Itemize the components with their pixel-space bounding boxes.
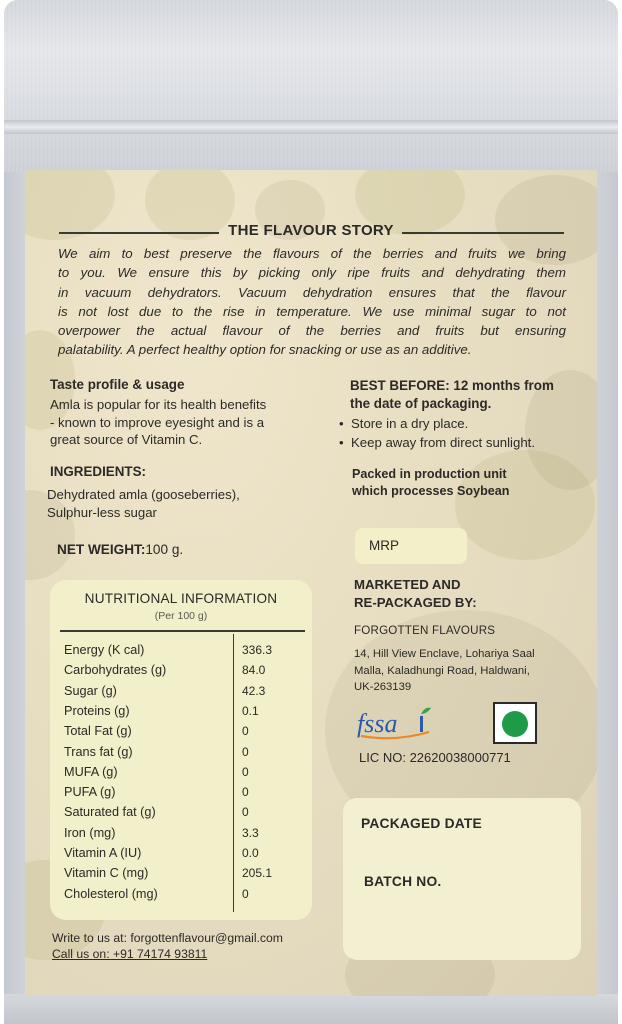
table-row: Cholesterol (mg) 0 <box>64 886 249 901</box>
marketed-by-heading: MARKETED AND RE-PACKAGED BY: <box>354 577 477 610</box>
packaged-info-box <box>343 798 581 960</box>
nutrition-title: NUTRITIONAL INFORMATION <box>84 591 278 606</box>
title-divider-right <box>402 232 564 234</box>
pouch-bottom-seal <box>4 994 618 1024</box>
nutrition-subtitle: (Per 100 g) <box>154 610 208 622</box>
taste-profile-heading: Taste profile & usage <box>50 377 185 392</box>
contact-phone[interactable]: Call us on: +91 74174 93811 <box>52 947 208 961</box>
table-row: Proteins (g) 0.1 <box>64 703 259 718</box>
list-item: • Keep away from direct sunlight. <box>339 433 589 452</box>
batch-number-label: BATCH NO. <box>364 874 442 889</box>
nutrition-divider <box>60 630 305 632</box>
table-row: Vitamin A (IU) 0.0 <box>64 846 259 860</box>
flavour-story-text: We aim to best preserve the flavours of the berries and fruits we bring to you. We ensure this by picking only ripe fruits and dehydrating them in vacuum dehydrators. Vacuum dehydration ensures that the flavour is not lost due to the rise in temperature. We use minimal sugar to not overpower the actual flavour of the berries and fruits but ensuring palatability. A perfect healthy option for snacking or use as an additive. <box>58 246 566 358</box>
veg-symbol-icon <box>493 702 537 744</box>
table-row: Energy (K cal) 336.3 <box>64 643 273 657</box>
packaged-date-label: PACKAGED DATE <box>361 816 482 831</box>
mrp-box: MRP <box>355 528 467 564</box>
ingredients-text: Dehydrated amla (gooseberries), Sulphur-less sugar <box>47 487 240 520</box>
table-row: Vitamin C (mg) 205.1 <box>64 866 273 881</box>
title-divider-left <box>59 232 219 234</box>
table-row: Iron (mg) 3.3 <box>64 825 259 840</box>
table-row: Sugar (g) 42.3 <box>64 683 266 698</box>
zip-lock-strip <box>4 120 618 134</box>
table-row: Total Fat (g) 0 <box>64 724 249 739</box>
nutrition-table <box>50 580 312 920</box>
storage-instructions <box>339 414 589 452</box>
product-label <box>25 170 597 996</box>
company-address: 14, Hill View Enclave, Lohariya Saal Malla, Kaladhungi Road, Haldwani, UK-263139 <box>354 648 535 693</box>
table-row: Carbohydrates (g) 84.0 <box>64 663 266 678</box>
net-weight: NET WEIGHT:100 g. <box>57 542 184 557</box>
table-row: Saturated fat (g) 0 <box>64 805 249 820</box>
table-row: PUFA (g) 0 <box>64 785 249 800</box>
table-row: MUFA (g) 0 <box>64 764 249 779</box>
fssai-logo-icon <box>355 702 435 742</box>
taste-profile-text: Amla is popular for its health benefits - known to improve eyesight and is a great source of Vitamin C. <box>50 397 267 448</box>
pouch-top-seal <box>4 0 618 172</box>
svg-text:fssa: fssa <box>357 709 398 738</box>
best-before: BEST BEFORE: 12 months from the date of packaging. <box>350 378 554 411</box>
table-row: Trans fat (g) 0 <box>64 744 249 759</box>
list-item: • Store in a dry place. <box>339 414 589 433</box>
ingredients-heading: INGREDIENTS: <box>50 464 146 479</box>
company-name: FORGOTTEN FLAVOURS <box>354 624 496 637</box>
contact-email[interactable]: Write to us at: forgottenflavour@gmail.com <box>52 931 283 945</box>
allergen-note: Packed in production unit which processes Soybean <box>352 467 510 498</box>
flavour-story-title: THE FLAVOUR STORY <box>228 222 394 239</box>
fssai-license-number: LIC NO: 22620038000771 <box>359 750 511 765</box>
